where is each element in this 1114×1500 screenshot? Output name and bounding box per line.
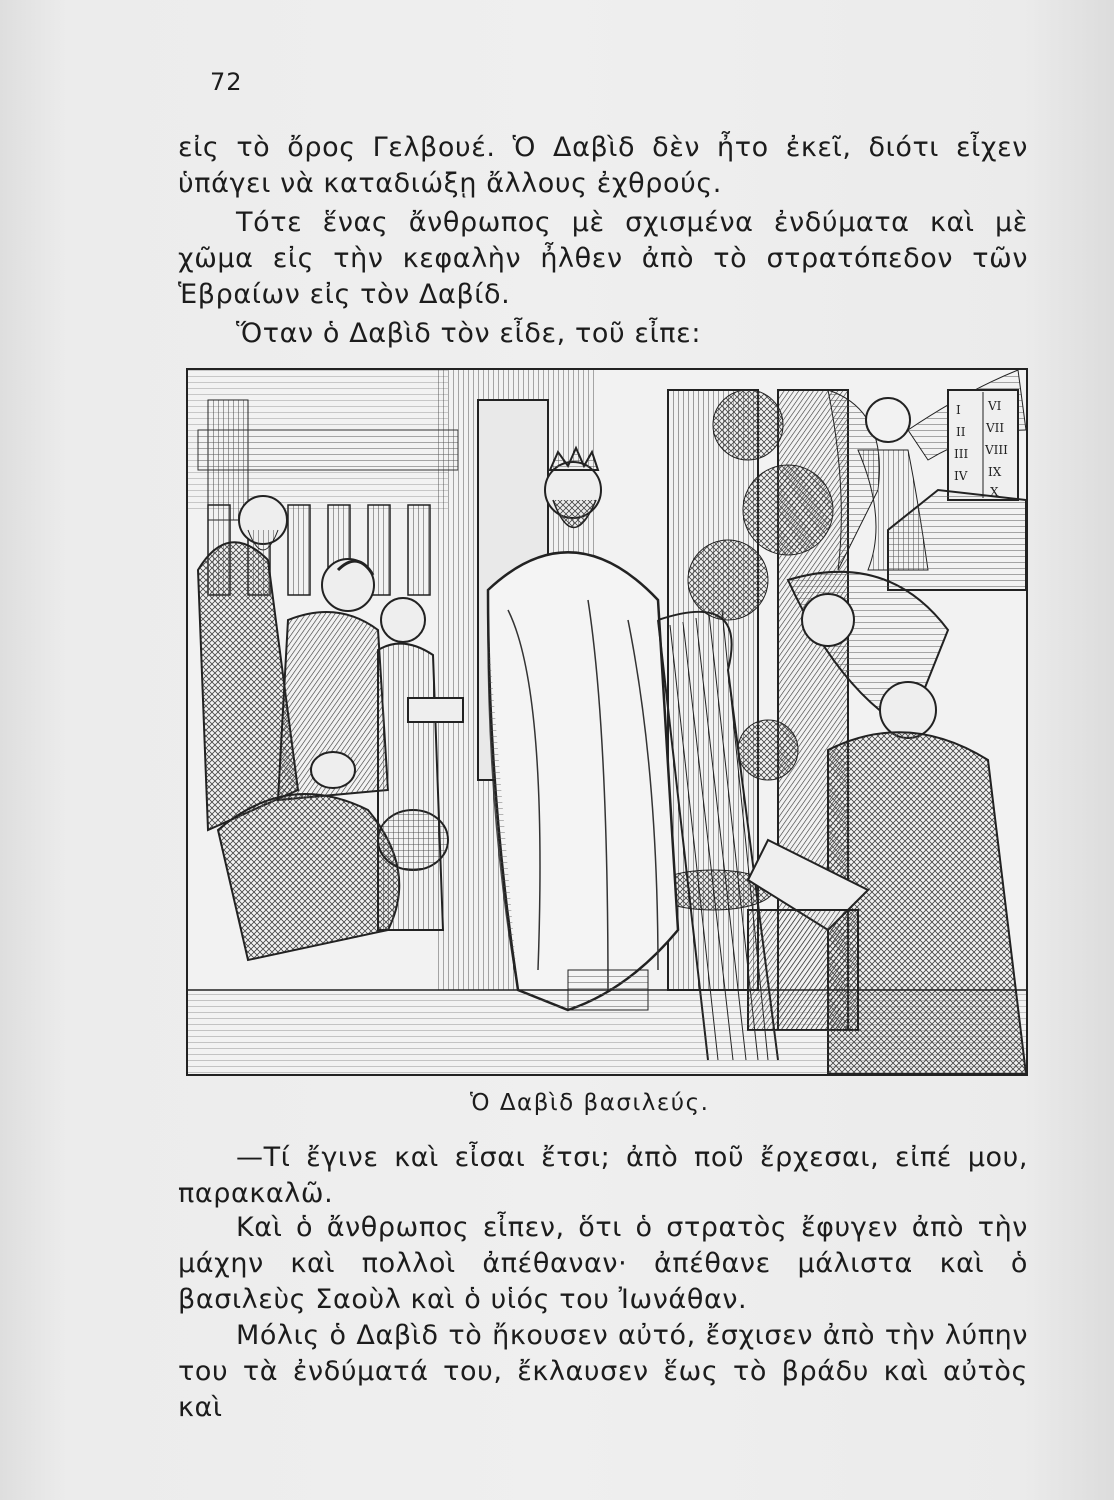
- tablet-numeral-3: III: [954, 447, 969, 461]
- tablet-numeral-8: VIII: [985, 443, 1008, 457]
- tablet-numeral-9: IX: [988, 465, 1002, 479]
- engraving-illustration: [186, 368, 1028, 1076]
- tablet-numeral-7: VII: [986, 421, 1005, 435]
- tablet-numeral-2: II: [956, 425, 966, 439]
- paragraph-5: Καὶ ὁ ἄνθρωπος εἶπεν, ὅτι ὁ στρατὸς ἔφυγεν ἀπὸ τὴν μάχην καὶ πολλοὶ ἀπέθαναν· ἀπέθανε μάλιστα καὶ ὁ βασιλεὺς Σαοὺλ καὶ ὁ υἱός του Ἰωνάθαν.: [178, 1212, 1028, 1315]
- illustration-caption: Ὁ Δαβὶδ βασιλεύς.: [470, 1090, 710, 1116]
- tablet-numeral-6: VI: [988, 399, 1002, 413]
- paragraph-3: Ὅταν ὁ Δαβὶδ τὸν εἶδε, τοῦ εἶπε:: [236, 318, 702, 349]
- paragraph-6: Μόλις ὁ Δαβὶδ τὸ ἤκουσεν αὐτό, ἔσχισεν ἀπὸ τὴν λύπην του τὰ ἐνδύματά του, ἔκλαυσεν ἕως τὸ βράδυ καὶ αὐτὸς καὶ: [178, 1320, 1028, 1423]
- tablet-numeral-10: X: [990, 485, 999, 499]
- page-number: 72: [210, 68, 243, 96]
- commandment-tablet: [948, 390, 1018, 500]
- tablet-numeral-1: I: [956, 403, 961, 417]
- paragraph-4: —Τί ἔγινε καὶ εἶσαι ἔτσι; ἀπὸ ποῦ ἔρχεσαι, εἰπέ μου, παρακαλῶ.: [178, 1142, 1028, 1209]
- paragraph-2: Τότε ἕνας ἄνθρωπος μὲ σχισμένα ἐνδύματα καὶ μὲ χῶμα εἰς τὴν κεφαλὴν ἦλθεν ἀπὸ τὸ στρατόπεδον τῶν Ἑβραίων εἰς τὸν Δαβίδ.: [178, 207, 1028, 310]
- engraving-svg: [188, 370, 1026, 1074]
- tablet-numeral-4: IV: [954, 469, 968, 483]
- paragraph-1: εἰς τὸ ὄρος Γελβουέ. Ὁ Δαβὶδ δὲν ἦτο ἐκεῖ, διότι εἶχεν ὑπάγει νὰ καταδιώξῃ ἄλλους ἐχθρούς.: [178, 132, 1028, 199]
